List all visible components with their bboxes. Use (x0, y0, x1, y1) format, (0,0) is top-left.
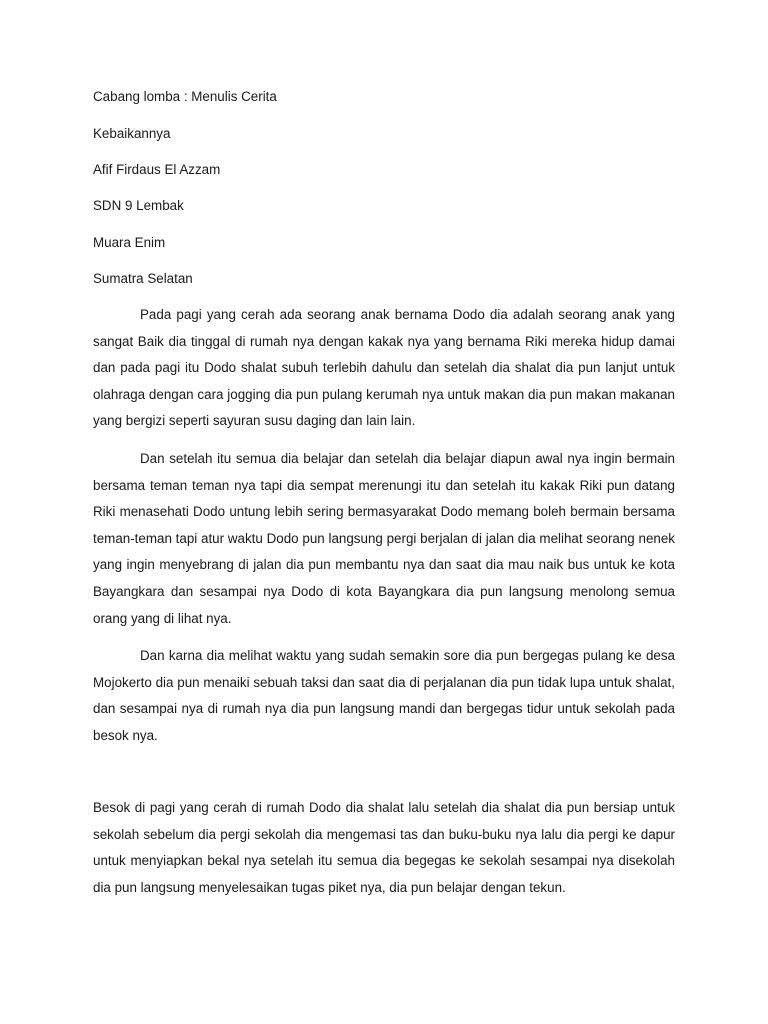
paragraph-2: Dan setelah itu semua dia belajar dan setelah dia belajar diapun awal nya ingin bermain bersama teman teman nya tapi dia sempat merenungi itu dan setelah itu kakak Riki pun datang Riki menasehati Dodo untung lebih sering bermasyarakat Dodo memang boleh bermain bersama teman-teman tapi atur waktu Dodo pun langsung pergi berjalan di jalan dia melihat seorang nenek yang ingin menyebrang di jalan dia pun membantu nya dan saat dia mau naik bus untuk ke kota Bayangkara dan sesampai nya Dodo di kota Bayangkara dia pun langsung menolong semua orang yang di lihat nya. (93, 451, 675, 626)
competition-line: Cabang lomba : Menulis Cerita (93, 89, 277, 104)
author-name: Afif Firdaus El Azzam (93, 162, 221, 177)
story-title: Kebaikannya (93, 126, 171, 141)
school-name: SDN 9 Lembak (93, 198, 184, 213)
paragraph-1: Pada pagi yang cerah ada seorang anak bernama Dodo dia adalah seorang anak yang sangat Baik dia tinggal di rumah nya dengan kakak nya yang bernama Riki mereka hidup damai dan pada pagi itu Dodo shalat subuh terlebih dahulu dan setelah dia shalat dia pun lanjut untuk olahraga dengan cara jogging dia pun pulang kerumah nya untuk makan dia pun makan makanan yang bergizi seperti sayuran susu daging dan lain lain. (93, 307, 675, 429)
paragraph-3: Dan karna dia melihat waktu yang sudah semakin sore dia pun bergegas pulang ke desa Mojokerto dia pun menaiki sebuah taksi dan saat dia di perjalanan dia pun tidak lupa untuk shalat, dan sesampai nya di rumah nya dia pun langsung mandi dan bergegas tidur untuk sekolah pada besok nya. (93, 648, 675, 743)
province-name: Sumatra Selatan (93, 271, 193, 286)
city-name: Muara Enim (93, 235, 166, 250)
paragraph-4: Besok di pagi yang cerah di rumah Dodo dia shalat lalu setelah dia shalat dia pun bersiap untuk sekolah sebelum dia pergi sekolah dia mengemasi tas dan buku-buku nya lalu dia pergi ke dapur untuk menyiapkan bekal nya setelah itu semua dia begegas ke sekolah sesampai nya disekolah dia pun langsung menyelesaikan tugas piket nya, dia pun belajar dengan tekun. (93, 800, 675, 895)
